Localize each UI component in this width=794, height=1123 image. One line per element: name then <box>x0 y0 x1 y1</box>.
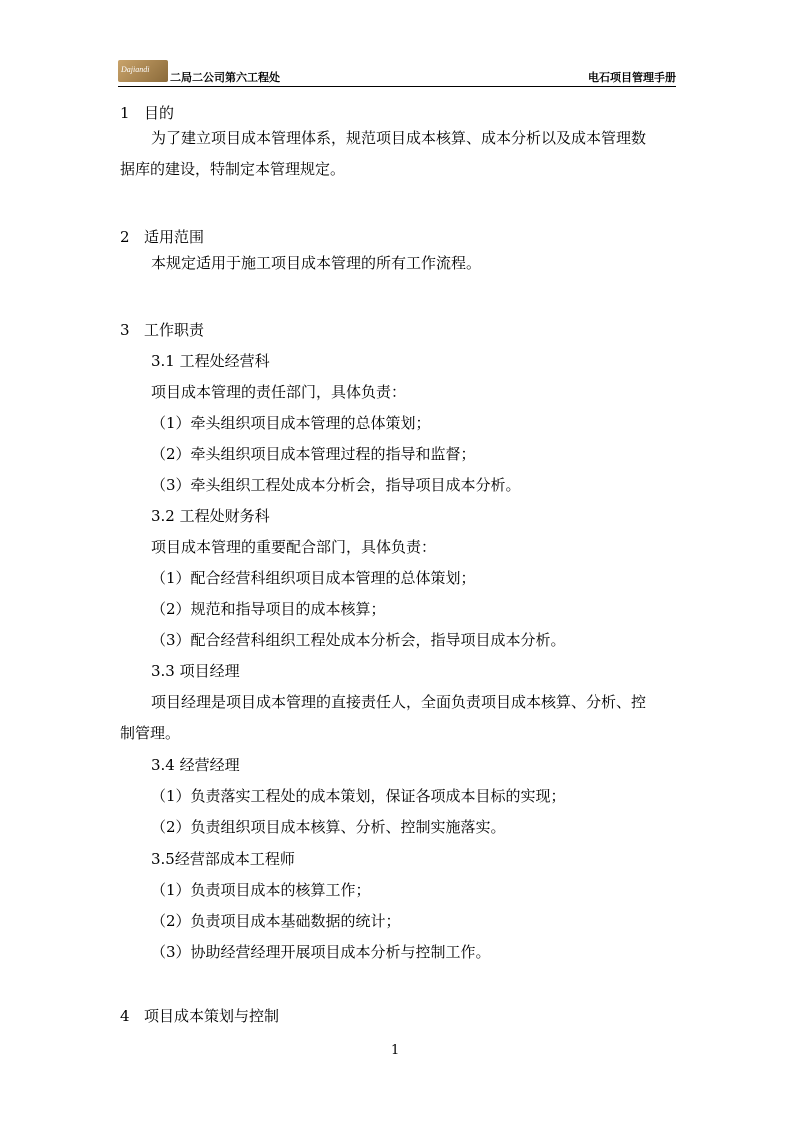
header-company-name: 二局二公司第六工程处 <box>170 71 280 84</box>
list-item: （1）配合经营科组织项目成本管理的总体策划； <box>151 569 476 587</box>
section-title: 项目成本策划与控制 <box>144 1007 280 1025</box>
subsection-title: 3.3 项目经理 <box>151 662 240 680</box>
header-manual-title: 电石项目管理手册 <box>588 71 676 84</box>
section-number: 3 <box>120 321 130 339</box>
subsection-title: 3.2 工程处财务科 <box>151 507 270 525</box>
section-title: 目的 <box>144 104 175 122</box>
list-item: （2）负责组织项目成本核算、分析、控制实施落实。 <box>151 818 506 836</box>
paragraph: 项目成本管理的责任部门，具体负责： <box>151 383 407 401</box>
section-number: 4 <box>120 1007 130 1025</box>
section-4-heading <box>120 1006 279 1026</box>
subsection-title: 3.1 工程处经营科 <box>151 352 270 370</box>
list-item: （2）牵头组织项目成本管理过程的指导和监督； <box>151 445 476 463</box>
paragraph: 项目成本管理的重要配合部门，具体负责： <box>151 538 437 556</box>
section-2-heading <box>120 227 204 247</box>
section-number: 2 <box>120 228 130 246</box>
list-item: （1）负责落实工程处的成本策划，保证各项成本目标的实现； <box>151 787 566 805</box>
list-item: （3）牵头组织工程处成本分析会，指导项目成本分析。 <box>151 476 521 494</box>
section-3-heading <box>120 320 204 340</box>
list-item: （3）配合经营科组织工程处成本分析会，指导项目成本分析。 <box>151 631 566 649</box>
paragraph: 为了建立项目成本管理体系，规范项目成本核算、成本分析以及成本管理数 <box>151 129 647 147</box>
list-item: （1）牵头组织项目成本管理的总体策划； <box>151 414 431 432</box>
section-title: 工作职责 <box>144 321 205 339</box>
list-item: （3）协助经营经理开展项目成本分析与控制工作。 <box>151 943 491 961</box>
page-number: 1 <box>391 1043 400 1058</box>
subsection-title: 3.4 经营经理 <box>151 756 240 774</box>
paragraph: 项目经理是项目成本管理的直接责任人，全面负责项目成本核算、分析、控 <box>151 693 647 711</box>
list-item: （2）规范和指导项目的成本核算； <box>151 600 386 618</box>
list-item: （2）负责项目成本基础数据的统计； <box>151 912 401 930</box>
paragraph: 据库的建设，特制定本管理规定。 <box>120 160 346 178</box>
paragraph: 本规定适用于施工项目成本管理的所有工作流程。 <box>151 254 482 272</box>
section-1-heading <box>120 103 174 123</box>
list-item: （1）负责项目成本的核算工作； <box>151 881 371 899</box>
logo-text: Dajiandi <box>121 65 150 74</box>
section-number: 1 <box>120 104 130 122</box>
paragraph: 制管理。 <box>120 724 181 742</box>
section-title: 适用范围 <box>144 228 205 246</box>
subsection-title: 3.5经营部成本工程师 <box>151 850 295 868</box>
company-logo <box>118 60 168 82</box>
page-header <box>118 58 676 87</box>
